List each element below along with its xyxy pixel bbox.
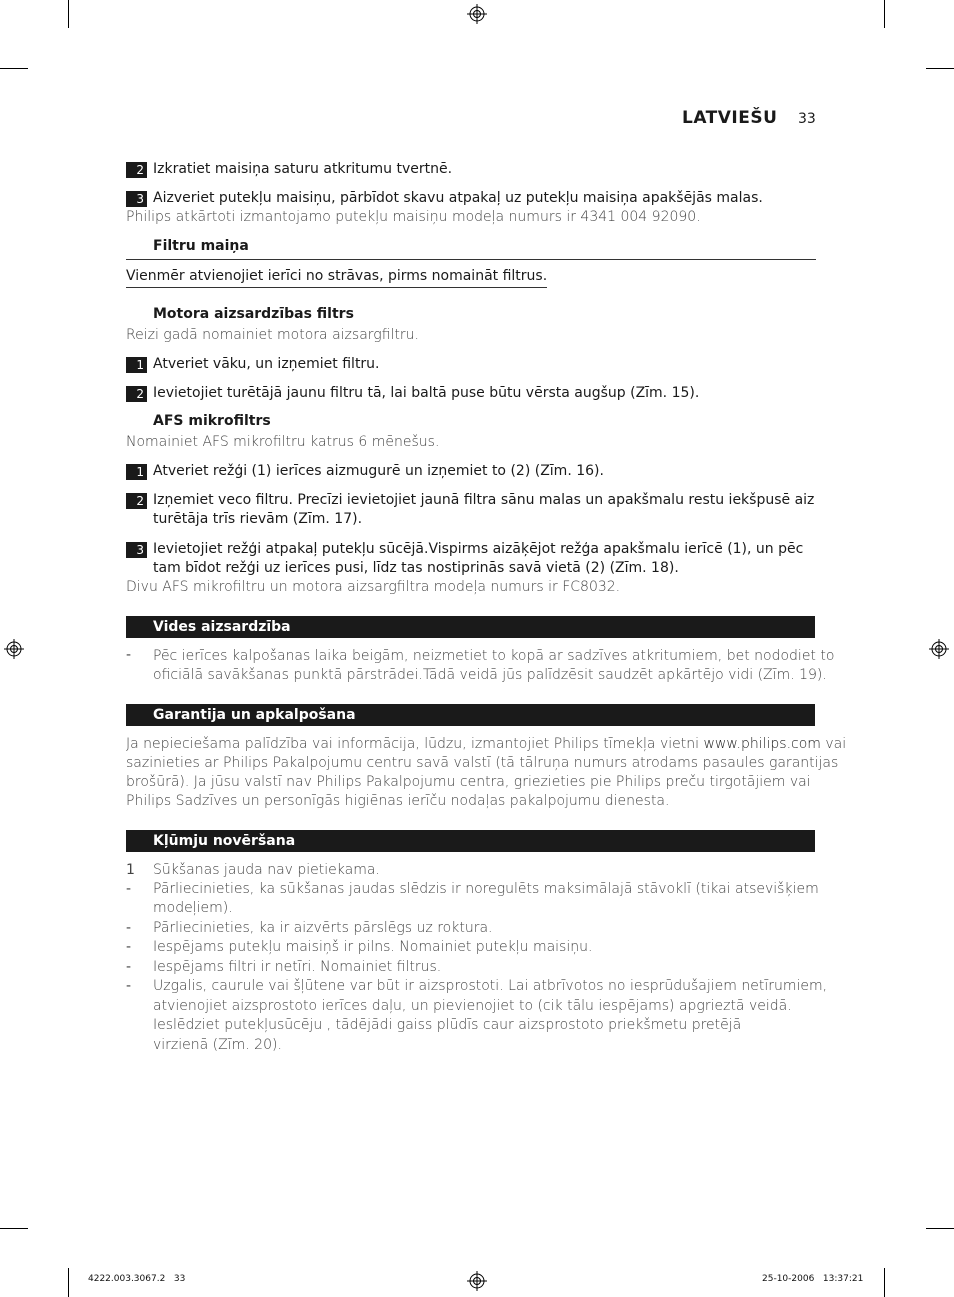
crop-mark xyxy=(0,1228,28,1229)
crop-mark xyxy=(926,1228,954,1229)
section-heading: Filtru maiņa xyxy=(153,238,249,254)
step-number: 3 xyxy=(126,542,147,558)
page-language-title: LATVIEŠU xyxy=(682,108,778,128)
subsection-heading: AFS mikrofiltrs xyxy=(153,413,271,429)
footer-date: 25-10-2006 13:37:21 xyxy=(762,1274,864,1284)
step-number: 2 xyxy=(126,386,147,402)
crop-mark xyxy=(68,0,69,28)
bullet-text: Uzgalis, caurule vai šļūtene var būt ir aizsprostoti. Lai atbrīvotos no iesprūdušajiem netīrumiem, xyxy=(153,978,828,994)
intro-text: Reizi gadā nomainiet motora aizsargfiltru. xyxy=(126,327,419,343)
crop-mark xyxy=(68,1268,69,1297)
step-number: 1 xyxy=(126,357,147,373)
section-divider xyxy=(126,259,816,260)
intro-text: Nomainiet AFS mikrofiltru katrus 6 mēnešus. xyxy=(126,434,440,450)
registration-mark-icon xyxy=(467,1271,487,1291)
philips-website-link[interactable]: www.philips.com xyxy=(703,736,821,752)
paragraph-line xyxy=(126,735,846,755)
bullet-text: Pārliecinieties, ka sūkšanas jaudas slēdzis ir noregulēts maksimālajā stāvoklī (tikai atsevišķiem xyxy=(153,881,819,897)
step-number: 1 xyxy=(126,464,147,480)
step-text: Ievietojiet turētājā jaunu filtru tā, lai baltā puse būtu vērsta augšup (Zīm. 15). xyxy=(153,385,700,401)
step-text: Aizveriet putekļu maisiņu, pārbīdot skavu atpakaļ uz putekļu maisiņa apakšējās malas. xyxy=(153,190,763,206)
model-note: Philips atkārtoti izmantojamo putekļu maisiņu modeļa numurs ir 4341 004 92090. xyxy=(126,209,701,225)
bullet-dash: - xyxy=(126,939,132,955)
page-number: 33 xyxy=(798,111,816,127)
step-text: turētāja trīs rievām (Zīm. 17). xyxy=(153,511,363,527)
problem-number: 1 xyxy=(126,862,135,878)
step-number: 2 xyxy=(126,493,147,509)
crop-mark xyxy=(0,68,28,69)
bullet-text: Pārliecinieties, ka ir aizvērts pārslēgs uz roktura. xyxy=(153,920,493,936)
bullet-text: atvienojiet aizsprostoto ierīces daļu, un pievienojiet to (cik tālu iespējams) apgrieztā veidā. xyxy=(153,998,792,1014)
step-text: Izņemiet veco filtru. Precīzi ievietojiet jaunā filtra sānu malas un apakšmalu restu iekšpusē aiz xyxy=(153,492,815,508)
registration-mark-icon xyxy=(929,639,949,659)
paragraph-line: brošūrā). Ja jūsu valstī nav Philips Pakalpojumu centra, griezieties pie Philips preču tirgotājiem vai xyxy=(126,774,811,790)
crop-mark xyxy=(884,1268,885,1297)
registration-mark-icon xyxy=(467,4,487,24)
model-note: Divu AFS mikrofiltru un motora aizsargfiltra modeļa numurs ir FC8032. xyxy=(126,579,621,595)
bullet-dash: - xyxy=(126,978,132,994)
step-number: 3 xyxy=(126,191,147,207)
bullet-text: oficiālā savākšanas punktā pārstrādei.Tādā veidā jūs palīdzēsit saudzēt apkārtējo vidi (Zīm. 19). xyxy=(153,667,827,683)
paragraph-line: Philips Sadzīves un personīgās higiēnas ierīču nodaļas pakalpojumu dienesta. xyxy=(126,793,670,809)
step-text: Izkratiet maisiņa saturu atkritumu tvertnē. xyxy=(153,161,453,177)
step-text: tam bīdot režģi uz ierīces pusi, līdz tas nostiprinās savā vietā (2) (Zīm. 18). xyxy=(153,560,679,576)
paragraph-text: Ja nepieciešama palīdzība vai informācija, lūdzu, izmantojiet Philips tīmekļa vietni xyxy=(126,736,704,752)
crop-mark xyxy=(884,0,885,28)
bullet-text: Iespējams putekļu maisiņš ir pilns. Nomainiet putekļu maisiņu. xyxy=(153,939,593,955)
paragraph-line: sazinieties ar Philips Pakalpojumu centru savā valstī (tā tālruņa numurs atrodams pasaules garantijas xyxy=(126,755,839,771)
warning-text: Vienmēr atvienojiet ierīci no strāvas, pirms nomaināt filtrus. xyxy=(126,267,547,288)
section-heading: Garantija un apkalpošana xyxy=(153,707,356,723)
section-heading: Kļūmju novēršana xyxy=(153,833,296,849)
registration-mark-icon xyxy=(4,639,24,659)
step-text: Atveriet vāku, un izņemiet filtru. xyxy=(153,356,380,372)
bullet-text: Ieslēdziet putekļusūcēju , tādējādi gaiss plūdīs caur aizsprostoto priekšmetu pretējā xyxy=(153,1017,742,1033)
problem-text: Sūkšanas jauda nav pietiekama. xyxy=(153,862,380,878)
paragraph-text: vai xyxy=(820,736,847,752)
bullet-text: Pēc ierīces kalpošanas laika beigām, neizmetiet to kopā ar sadzīves atkritumiem, bet nododiet to xyxy=(153,648,835,664)
bullet-text: Iespējams filtri ir netīri. Nomainiet filtrus. xyxy=(153,959,442,975)
footer-code: 4222.003.3067.2 33 xyxy=(88,1274,186,1284)
step-text: Ievietojiet režģi atpakaļ putekļu sūcējā.Vispirms aizāķējot režģa apakšmalu ierīcē (1), un pēc xyxy=(153,541,804,557)
section-heading: Vides aizsardzība xyxy=(153,619,291,635)
bullet-dash: - xyxy=(126,920,132,936)
bullet-text: virzienā (Zīm. 20). xyxy=(153,1037,282,1053)
bullet-dash: - xyxy=(126,959,132,975)
bullet-dash: - xyxy=(126,881,132,897)
section-bar xyxy=(126,704,815,726)
subsection-heading: Motora aizsardzības filtrs xyxy=(153,306,354,322)
crop-mark xyxy=(926,68,954,69)
section-bar xyxy=(126,830,815,852)
step-number: 2 xyxy=(126,162,147,178)
bullet-dash: - xyxy=(126,647,132,663)
bullet-text: modeļiem). xyxy=(153,900,233,916)
section-bar xyxy=(126,616,815,638)
step-text: Atveriet režģi (1) ierīces aizmugurē un izņemiet to (2) (Zīm. 16). xyxy=(153,463,604,479)
